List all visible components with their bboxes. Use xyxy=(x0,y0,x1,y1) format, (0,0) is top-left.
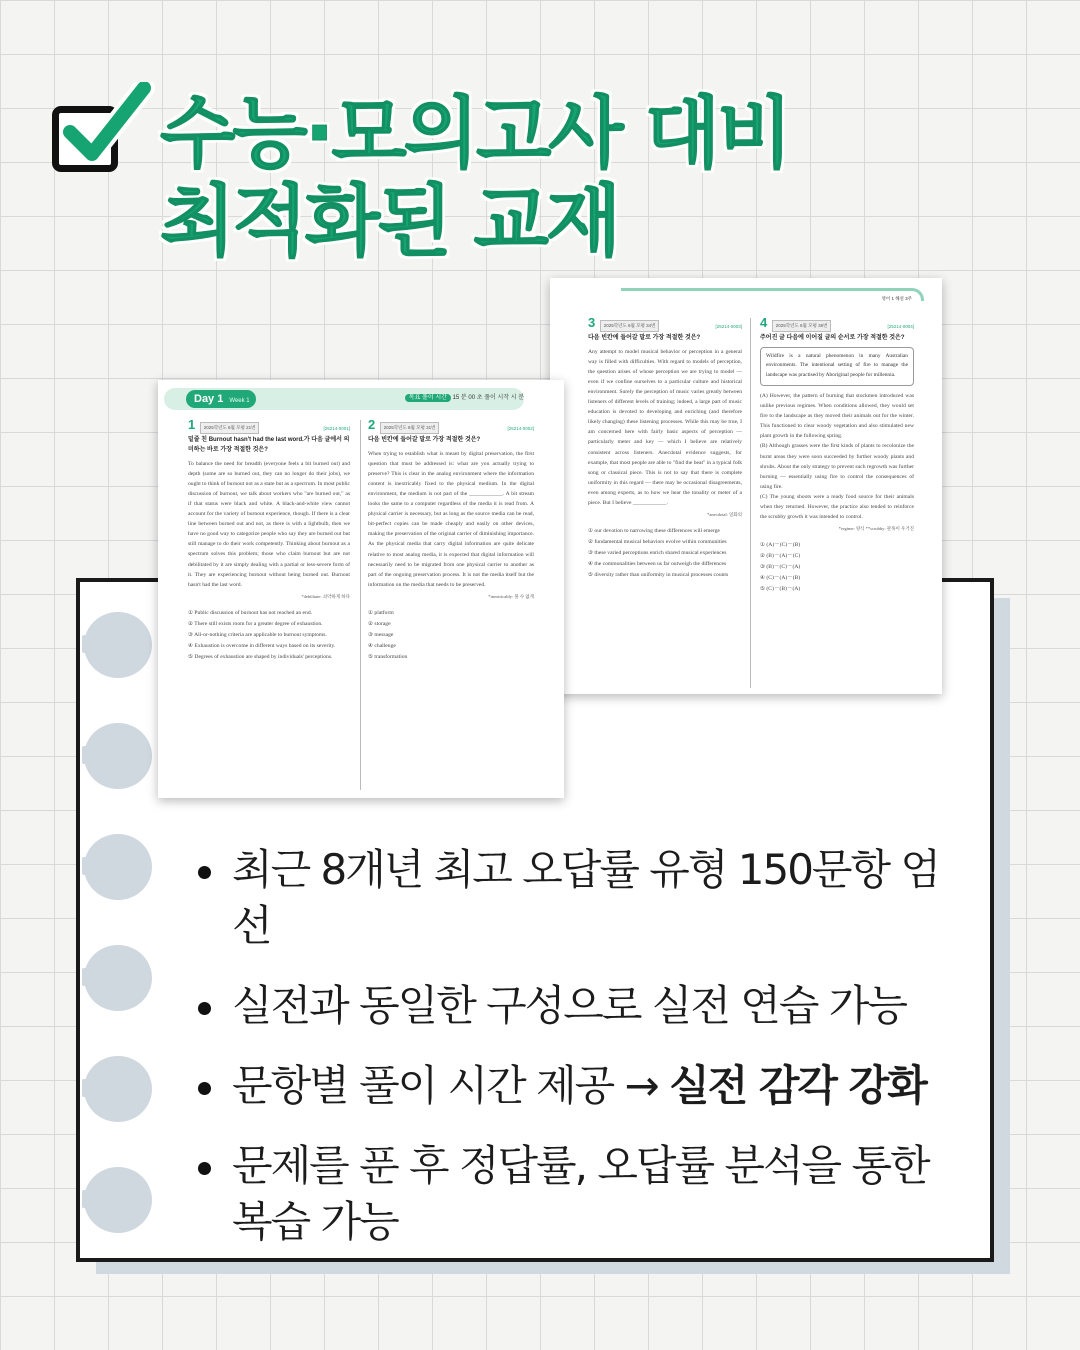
feature-item xyxy=(196,1138,956,1250)
binder-ring xyxy=(84,1056,152,1122)
column-divider xyxy=(750,318,751,688)
headline xyxy=(160,90,790,266)
answer-option: ① (A)－(C)－(B) xyxy=(760,542,801,549)
headline-line-2: 최적화된 교재 xyxy=(160,177,619,267)
headline-line-1: 수능·모의고사 대비 xyxy=(160,89,790,179)
footnote: *regime: 양식 **scrubby: 관목이 우거진 xyxy=(838,526,914,532)
question-3 xyxy=(588,315,742,581)
textbook-page-right xyxy=(550,278,942,694)
feature-text: 문제를 푼 후 정답률, 오답률 분석을 통한 복습 가능 xyxy=(232,1141,929,1246)
answer-options xyxy=(188,608,350,663)
answer-option: ③ these varied perceptions enrich shared musical experiences xyxy=(588,550,727,557)
question-number: 4 xyxy=(760,315,768,330)
answer-options xyxy=(368,608,534,663)
question-source-tag: 2025학년도 6월 모평 21번 xyxy=(200,422,260,434)
feature-text-emphasis: 실전 감각 강화 xyxy=(669,1061,926,1110)
question-title: 다음 빈칸에 들어갈 말로 가장 적절한 것은? xyxy=(368,436,481,443)
feature-text: 최근 8개년 최고 오답률 유형 150문항 엄선 xyxy=(232,845,939,950)
question-2 xyxy=(368,417,534,663)
textbook-page-left xyxy=(158,380,564,798)
passage-part-c: (C) The young shoots were a ready food source for their animals when they returned. However, the practice also tended to reinforce the scrubby growth it was intended to control. xyxy=(760,493,914,521)
page-header-bar xyxy=(621,288,924,301)
question-number: 2 xyxy=(368,417,376,432)
feature-item xyxy=(196,1058,956,1114)
passage-part-b: (B) Although grasses were the first kinds of plants to recolonize the burnt areas they were soon succeeded by further woody plants and shrubs. About the only strategy to prevent such regrowth was further burning — essentially using fire to control the consequences of using fire. xyxy=(760,443,914,490)
answer-option: ⑤ Degrees of exhaustion are shaped by individuals' perceptions. xyxy=(188,653,333,660)
answer-options xyxy=(588,526,742,581)
question-source-tag: 2025학년도 6월 모평 34번 xyxy=(600,320,660,332)
question-number: 1 xyxy=(188,417,196,432)
answer-option: ② (B)－(A)－(C) xyxy=(760,553,801,560)
answer-option: ⑤ diversity rather than uniformity in musical processes counts xyxy=(588,572,729,579)
question-passage: To balance the need for breadth (everyone feels a bit burned out) and depth (some are so burned out, they can no longer do their jobs), we ought to think of burnout not as a state but as a spectrum. In most public discussion of burnout, we talk about workers who "are burned out," as if that status were black and white. A black-and-white view cannot account for the variety of burnout experience, though. If there is a clear line between burned out and not, as there is with a lightbulb, then we have no good way to categorize people who say they are burned out but still manage to do their work competently. Thinking about burnout as a spectrum solves this problem; those who claim burnout but are not debilitated by it are simply dealing with a partial or less-severe form of it. They are experiencing burnout without being burned out. Burnout hasn't had the last word. xyxy=(188,460,350,588)
answer-option: ⑤ transformation xyxy=(368,653,408,660)
answer-option: ① Public discussion of burnout has not reached an end. xyxy=(188,609,313,616)
feature-list xyxy=(196,842,956,1250)
feature-text: 문항별 풀이 시간 제공 → xyxy=(232,1061,670,1110)
answer-option: ④ Exhaustion is overcome in different ways based on its severity. xyxy=(188,642,336,649)
question-passage: When trying to establish what is meant by digital preservation, the first question that must be addressed is: what are you actually trying to preserve? This is clear in the analog environment where the information content is inextricably fixed to the physical medium. In the digital environment, the medium is not part of the ____________. A bit stream looks the same to a computer regardless of the media it is read from. A physical carrier is necessary, but as long as the source media can be read, bit-perfect copies can be made cheaply and easily on other devices, making the preservation of the original carrier of diminishing importance. As the physical media that carry digital information are quite delicate relative to most analog media, it is expected that digital information will necessarily need to be migrated from one physical carrier to another as part of the ongoing preservation process. It is not the media itself but the information on the media that needs to be preserved. xyxy=(368,450,534,588)
question-title: 다음 빈칸에 들어갈 말로 가장 적절한 것은? xyxy=(588,334,701,341)
question-passage: Any attempt to model musical behavior or perception in a general way is filled with difficulties. With regard to models of perception, the question arises of whose perception we are trying to model — even if we confine ourselves to a particular culture and historical environment. Surely the perception of music varies greatly between listeners of different levels of training; indeed, a large part of music education is devoted to developing and enriching (and therefore likely changing) these listening processes. While this may be true, I am concerned here with fairly basic aspects of perception — particularly meter and key — which I believe are relatively consistent across listeners. Anecdotal evidence suggests, for example, that most people are able to "find the beat" in a typical folk song or classical piece. This is not to say that there is complete uniformity in this regard — there may be occasional disagreements, even among experts, as to how we hear the tonality or meter of a piece. But I believe ____________. xyxy=(588,348,742,507)
question-source-tag: 2025학년도 6월 모평 31번 xyxy=(380,422,440,434)
day-label: Day 1 xyxy=(194,393,224,405)
question-source-tag: 2025학년도 6월 모평 36번 xyxy=(772,320,832,332)
question-title: 밑줄 친 Burnout hasn't had the last word.가 다음 글에서 의미하는 바로 가장 적절한 것은? xyxy=(188,436,350,453)
given-passage-box: Wildfire is a natural phenomenon in many Australian environments. The intentional setting of fire to manage the landscape was practised by Aboriginal people for millennia. xyxy=(760,347,914,386)
answer-option: ④ challenge xyxy=(368,642,396,649)
answer-option: ④ the commonalities between us far outweigh the differences xyxy=(588,561,727,568)
answer-option: ① our devotion to narrowing these differences will emerge xyxy=(588,528,720,535)
footnote: *anecdotal: 일화의 xyxy=(707,512,742,518)
question-code: [25214-0001] xyxy=(323,426,350,431)
answer-option: ③ (B)－(C)－(A) xyxy=(760,564,801,571)
checkmark-icon xyxy=(56,82,156,182)
target-time xyxy=(405,392,524,401)
question-4 xyxy=(760,315,914,595)
answer-options xyxy=(760,540,914,595)
day-badge xyxy=(186,390,256,408)
answer-option: ⑤ (C)－(B)－(A) xyxy=(760,586,801,593)
answer-option: ③ All-or-nothing criteria are applicable to burnout symptoms. xyxy=(188,631,327,638)
question-1 xyxy=(188,417,350,663)
binder-ring xyxy=(84,723,152,789)
binder-ring xyxy=(84,612,152,678)
feature-item xyxy=(196,978,956,1034)
week-label: Week 1 xyxy=(229,398,250,404)
answer-option: ③ message xyxy=(368,631,394,638)
binder-ring xyxy=(84,1167,152,1233)
binder-ring xyxy=(84,834,152,900)
feature-text: 실전과 동일한 구성으로 실전 연습 가능 xyxy=(232,981,906,1030)
answer-option: ① platform xyxy=(368,609,394,616)
timer-value: 15 분 00 초 xyxy=(452,395,483,401)
question-title: 주어진 글 다음에 이어질 글의 순서로 가장 적절한 것은? xyxy=(760,334,905,341)
answer-option: ④ (C)－(A)－(B) xyxy=(760,575,801,582)
footnote: *inextricably: 풀 수 없게 xyxy=(488,593,534,599)
column-divider xyxy=(360,420,361,790)
question-code: [25214-0002] xyxy=(507,426,534,431)
question-code: [25214-0003] xyxy=(715,324,742,329)
feature-item xyxy=(196,842,956,954)
footnote: *debilitate: 쇠약하게 하다 xyxy=(301,593,350,599)
answer-option: ② fundamental musical behaviors evolve within communities xyxy=(588,539,727,546)
page-header: 영어 1 해설 3주 xyxy=(881,296,912,301)
question-code: [25214-0004] xyxy=(887,324,914,329)
timer-actual: 풀이 시작 시 분 xyxy=(484,395,524,401)
binder-ring xyxy=(84,945,152,1011)
passage-part-a: (A) However, the pattern of burning that stockmen introduced was unlike previous regimes. When conditions allowed, they would set fire to the landscape as they moved their animals out for the winter. This functioned to clear woody vegetation and also stimulated new plant growth in the following spring. xyxy=(760,393,914,440)
question-number: 3 xyxy=(588,315,596,330)
answer-option: ② storage xyxy=(368,620,391,627)
answer-option: ② There still exists room for a greater degree of exhaustion. xyxy=(188,620,323,627)
timer-label: 목표 풀이 시간 xyxy=(405,394,451,402)
